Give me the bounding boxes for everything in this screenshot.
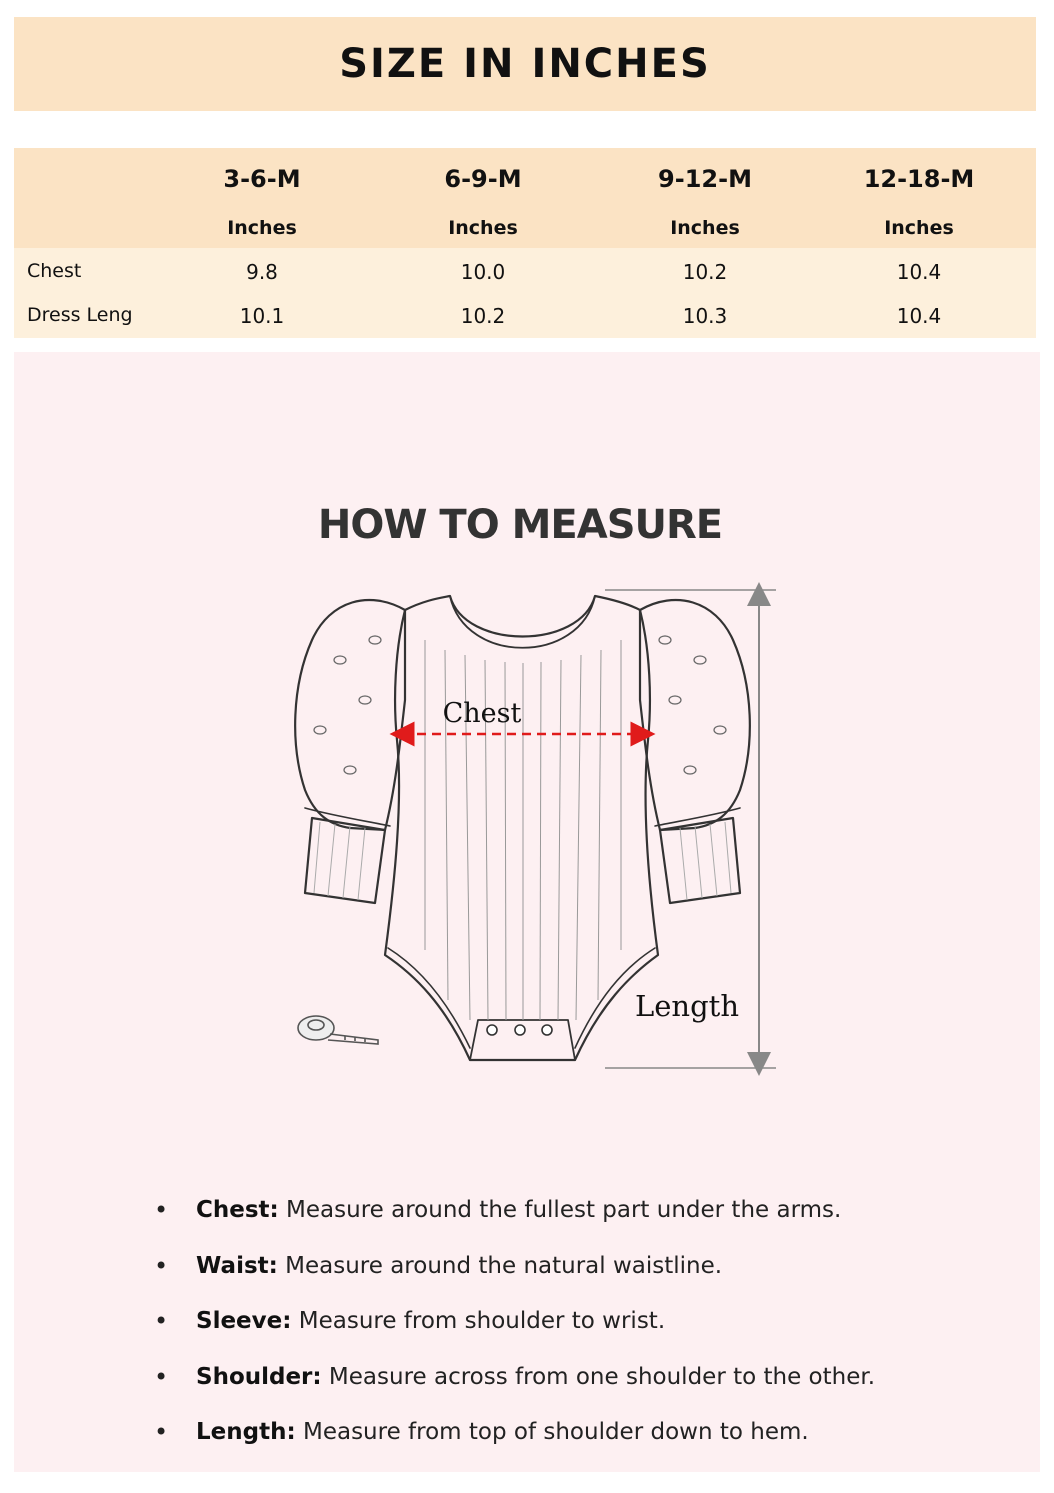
table-cell: 10.2 (460, 304, 506, 328)
table-cell: 10.1 (239, 304, 285, 328)
row-label-dress-length: Dress Leng (27, 304, 133, 326)
list-item: • Length: Measure from top of shoulder down to hem. (154, 1418, 809, 1446)
size-column-header: 9-12-M (658, 165, 752, 193)
list-item: • Waist: Measure around the natural waistline. (154, 1251, 723, 1280)
size-column-header: 12-18-M (863, 165, 975, 193)
table-cell: 10.4 (896, 260, 942, 284)
unit-header: Inches (884, 217, 954, 239)
chest-label: Chest (442, 698, 522, 729)
size-column-header: 3-6-M (223, 165, 301, 193)
left-sleeve (295, 600, 405, 830)
unit-header: Inches (448, 217, 518, 239)
length-label: Length (635, 989, 739, 1023)
table-cell: 9.8 (246, 260, 278, 284)
list-item: • Chest: Measure around the fullest part under the arms. (154, 1196, 842, 1224)
unit-header: Inches (227, 217, 297, 239)
list-item: • Sleeve: Measure from shoulder to wrist. (154, 1307, 666, 1335)
list-item: • Shoulder: Measure across from one shoulder to the other. (154, 1362, 876, 1391)
bodysuit-body (385, 596, 658, 1060)
size-column-header: 6-9-M (444, 165, 522, 193)
row-label-chest: Chest (27, 260, 82, 282)
table-cell: 10.2 (682, 260, 728, 284)
table-cell: 10.0 (460, 260, 506, 284)
right-sleeve (640, 600, 750, 830)
unit-header: Inches (670, 217, 740, 239)
table-cell: 10.3 (682, 304, 728, 328)
tape-measure-icon (298, 1016, 378, 1044)
size-chart-title: SIZE IN INCHES (339, 41, 711, 87)
neckline (450, 596, 595, 648)
table-cell: 10.4 (896, 304, 942, 328)
how-to-measure-title: HOW TO MEASURE (317, 502, 723, 548)
measurement-instructions (150, 1190, 1010, 1468)
